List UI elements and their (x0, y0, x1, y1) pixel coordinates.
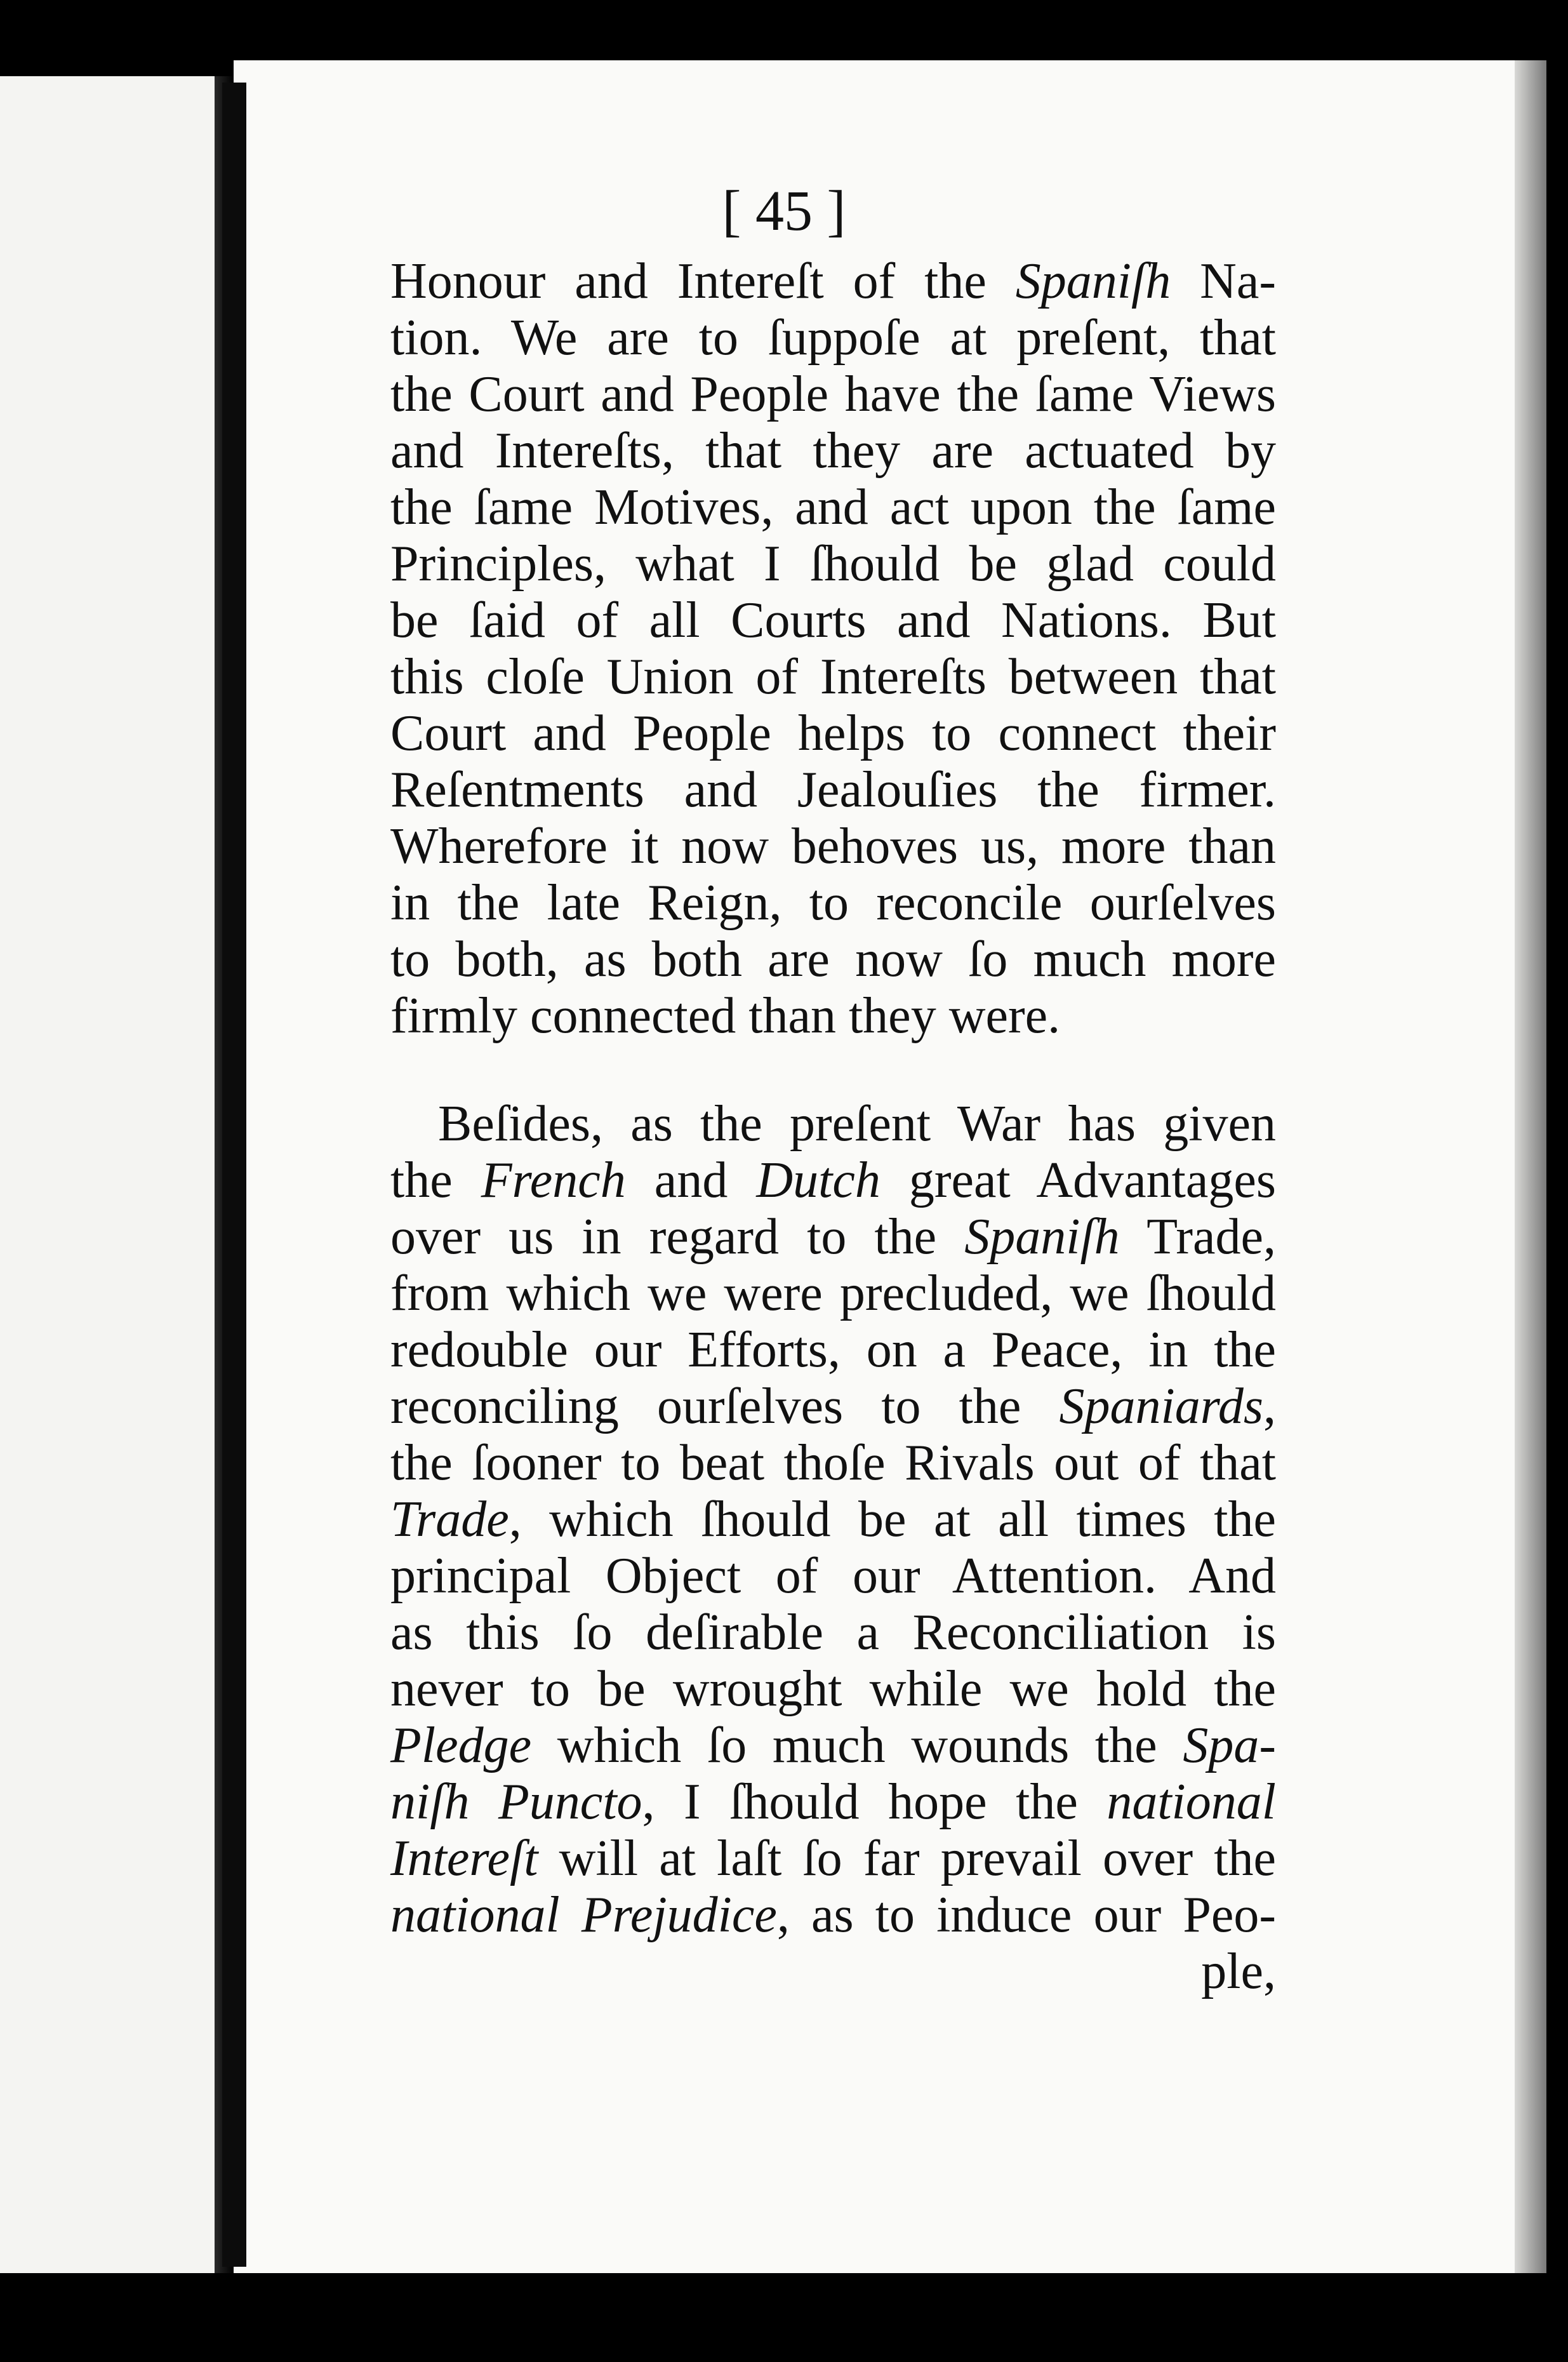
text-line: Reſentments and Jealouſies the firmer. (390, 762, 1276, 818)
text-line: niſh Puncto, I ſhould hope the national (390, 1774, 1276, 1830)
text-line: Intereſt will at laſt ſo far prevail over the (390, 1831, 1276, 1886)
text-line: Court and People helps to connect their (390, 705, 1276, 761)
text-line: to both, as both are now ſo much more (390, 931, 1276, 987)
text-line: Honour and Intereſt of the Spaniſh Na- (390, 253, 1276, 309)
text-line: the ſooner to beat thoſe Rivals out of that (390, 1435, 1276, 1491)
catchword: ple, (1201, 1944, 1276, 1999)
facing-page-left (0, 76, 216, 2273)
text-line: be ſaid of all Courts and Nations. But (390, 592, 1276, 648)
text-line: the Court and People have the ſame Views (390, 366, 1276, 422)
text-line: the ſame Motives, and act upon the ſame (390, 479, 1276, 535)
page-edge (1515, 60, 1546, 2273)
page-number: [ 45 ] (722, 180, 846, 243)
text-line: national Prejudice, as to induce our Peo- (390, 1887, 1277, 1943)
text-line: Trade, which ſhould be at all times the (390, 1491, 1276, 1547)
book-gutter (222, 83, 246, 2267)
text-line: Wherefore it now behoves us, more than (390, 818, 1276, 874)
text-line: Principles, what I ſhould be glad could (390, 536, 1276, 592)
text-line: this cloſe Union of Intereſts between that (390, 649, 1276, 705)
text-line: Beſides, as the preſent War has given (438, 1096, 1276, 1152)
text-line: over us in regard to the Spaniſh Trade, (390, 1209, 1277, 1265)
text-line: reconciling ourſelves to the Spaniards, (390, 1378, 1276, 1434)
text-line: Pledge which ſo much wounds the Spa- (390, 1718, 1276, 1773)
text-line: principal Object of our Attention. And (390, 1548, 1276, 1604)
text-line: never to be wrought while we hold the (390, 1661, 1276, 1717)
text-line: redouble our Efforts, on a Peace, in the (390, 1322, 1276, 1378)
text-line: firmly connected than they were. (390, 988, 1061, 1044)
text-line: and Intereſts, that they are actuated by (390, 423, 1276, 479)
text-line: in the late Reign, to reconcile ourſelves (390, 875, 1276, 931)
text-line: from which we were precluded, we ſhould (390, 1265, 1276, 1321)
text-line: tion. We are to ſuppoſe at preſent, that (390, 310, 1276, 366)
text-line: the French and Dutch great Advantages (390, 1152, 1277, 1208)
text-line: as this ſo deſirable a Reconciliation is (390, 1605, 1276, 1660)
